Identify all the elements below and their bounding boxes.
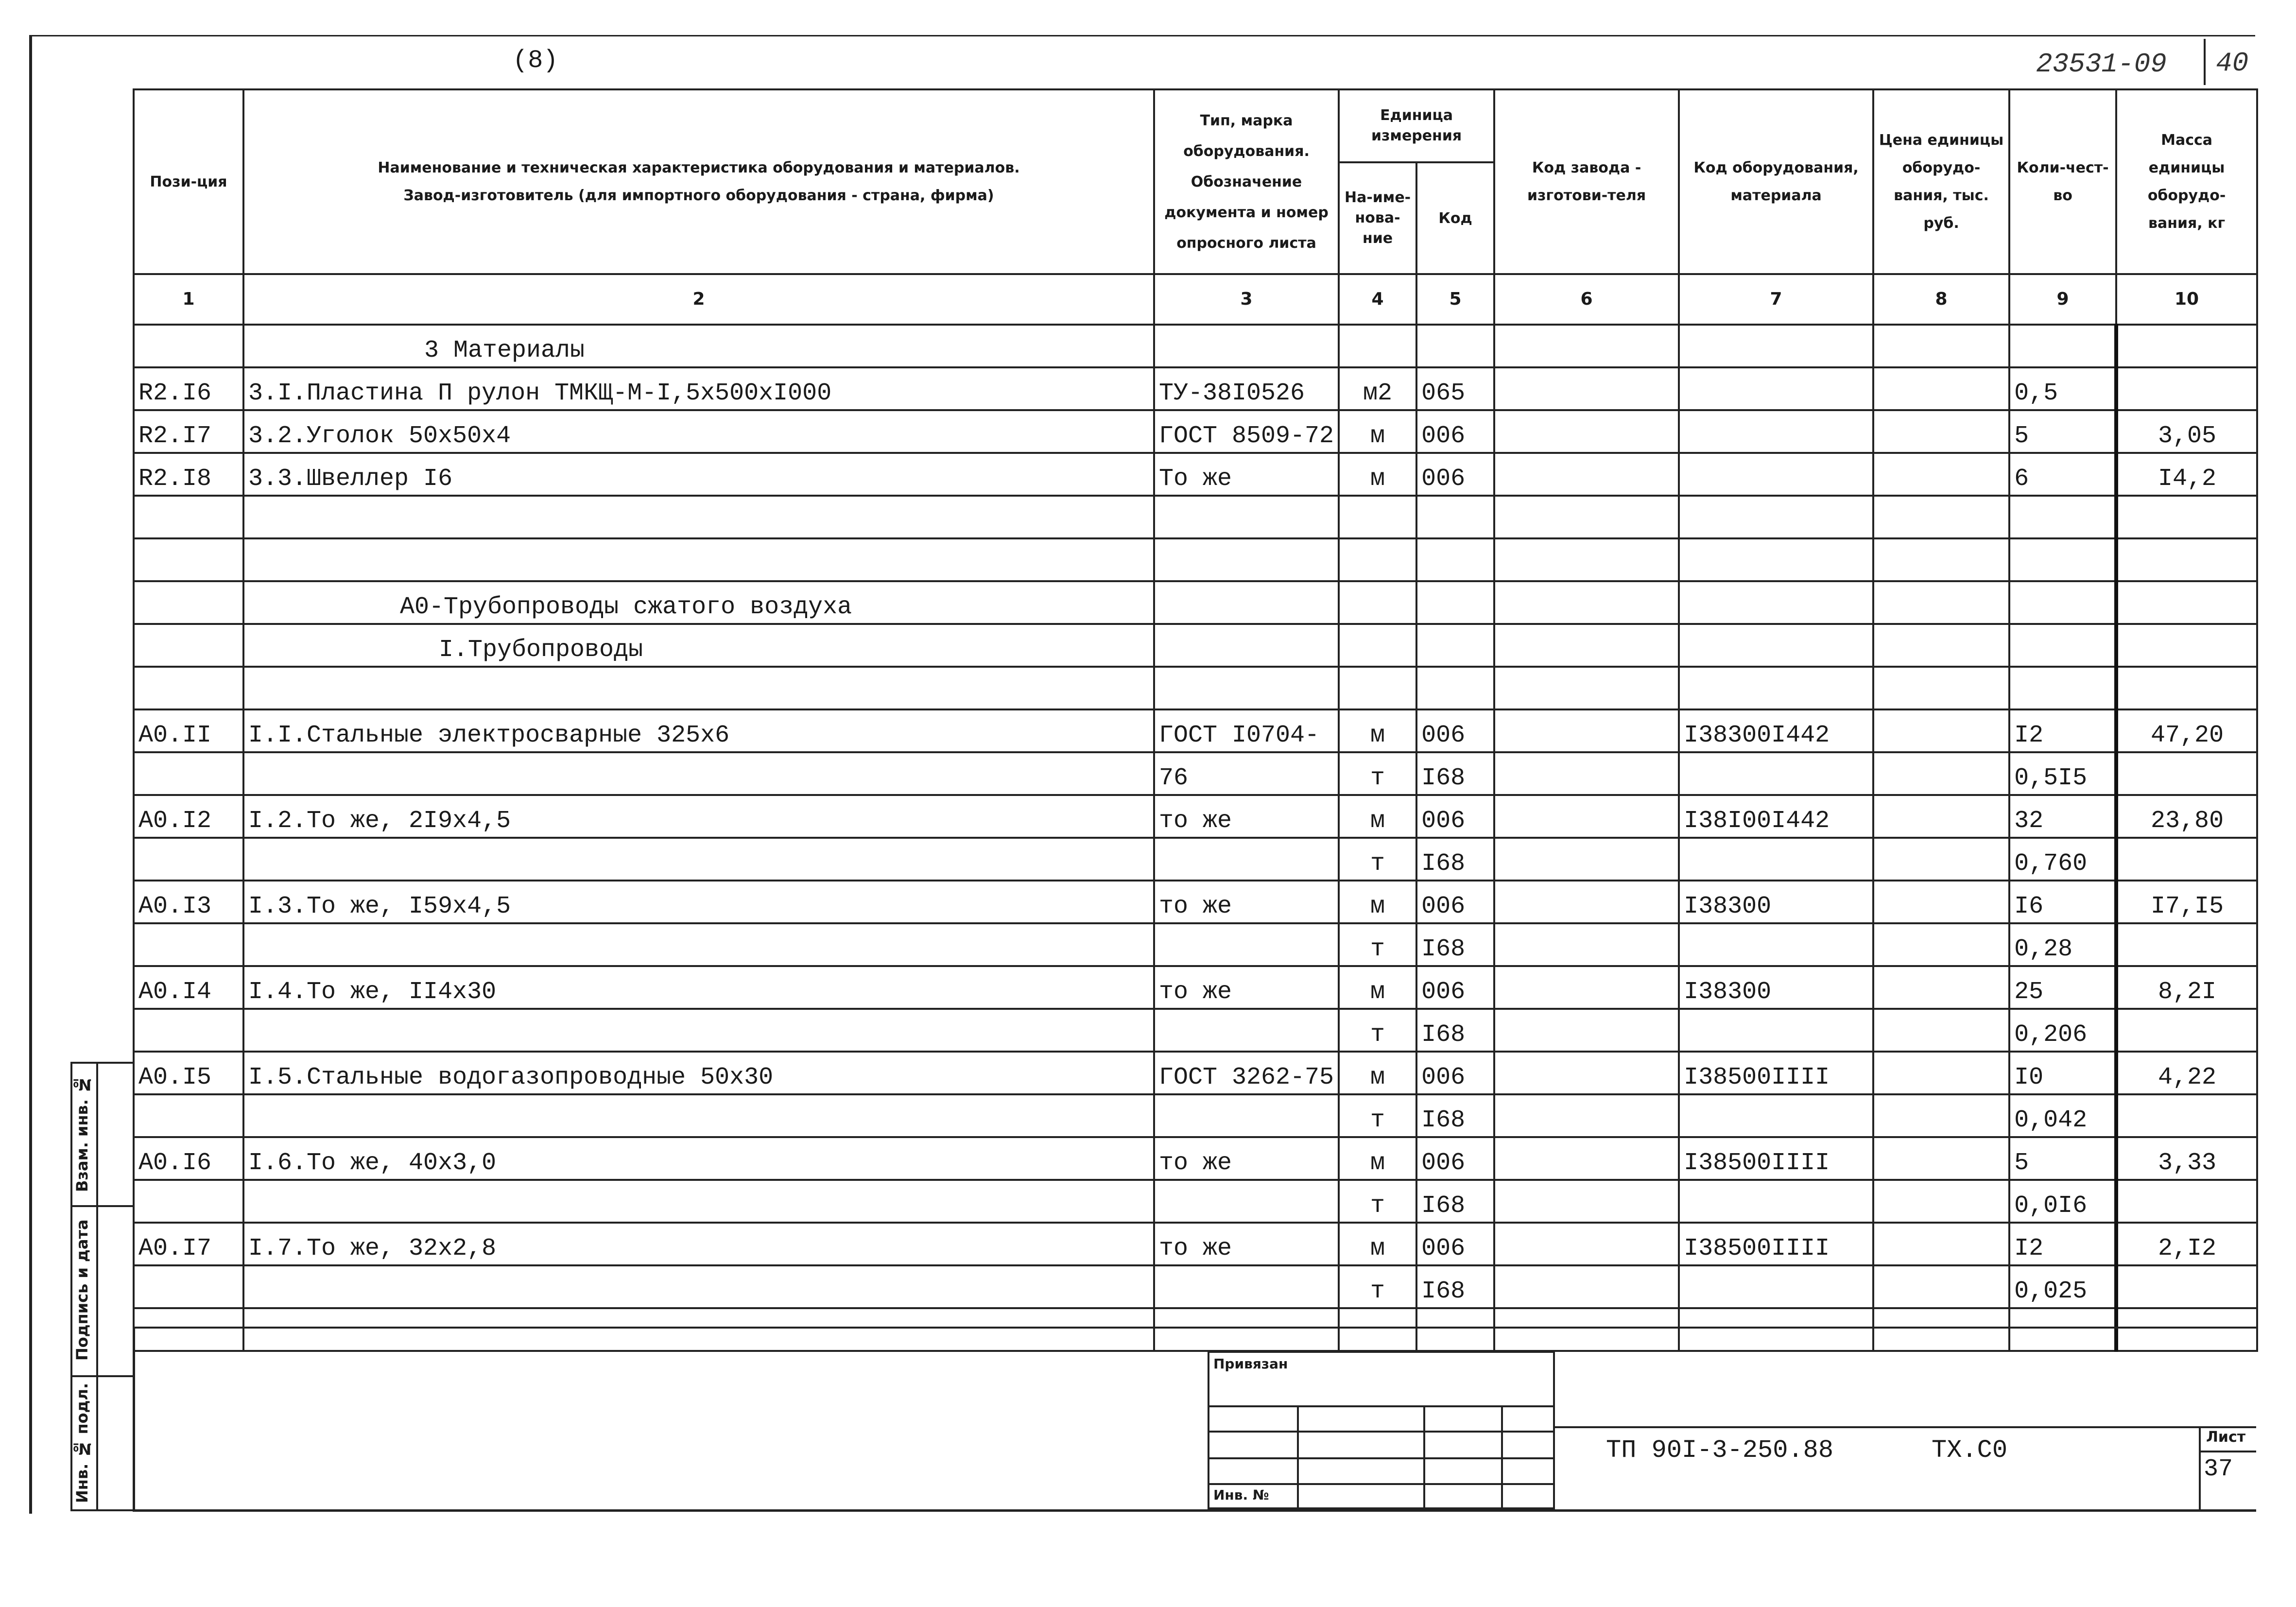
cell-mass: 3,33 bbox=[2116, 1137, 2257, 1180]
cell-code: 006 bbox=[1416, 453, 1494, 496]
cell-material-code: I38500IIII bbox=[1679, 1137, 1873, 1180]
cell-material-code: I38500IIII bbox=[1679, 1052, 1873, 1094]
cell-unit bbox=[1339, 496, 1416, 538]
cell-position bbox=[134, 1009, 243, 1052]
cell-mass bbox=[2116, 581, 2257, 624]
cell-material-code bbox=[1679, 367, 1873, 410]
cell-mass: I7,I5 bbox=[2116, 881, 2257, 923]
header-unit-group: Единица измерения bbox=[1339, 89, 1494, 162]
cell-doc: то же bbox=[1154, 795, 1339, 838]
cell-code bbox=[1416, 624, 1494, 667]
cell-quantity: I2 bbox=[2009, 709, 2116, 752]
cell-doc: то же bbox=[1154, 1223, 1339, 1265]
cell-position bbox=[134, 325, 243, 367]
cell-position bbox=[134, 581, 243, 624]
cell-doc bbox=[1154, 325, 1339, 367]
cell-code: 006 bbox=[1416, 1223, 1494, 1265]
cell-position: А0.I2 bbox=[134, 795, 243, 838]
table-row bbox=[134, 581, 2257, 624]
cell-position bbox=[134, 752, 243, 795]
table-row bbox=[134, 1223, 2257, 1265]
cell-doc: то же bbox=[1154, 1137, 1339, 1180]
cell-price bbox=[1873, 581, 2009, 624]
cell-price bbox=[1873, 1094, 2009, 1137]
header-mass: Масса единицы оборудо-вания, кг bbox=[2116, 89, 2257, 274]
cell-quantity: 0,28 bbox=[2009, 923, 2116, 966]
corner-page-number: 40 bbox=[2216, 48, 2249, 79]
cell-quantity: 0,0I6 bbox=[2009, 1180, 2116, 1223]
cell-factory-code bbox=[1494, 709, 1679, 752]
cell-factory-code bbox=[1494, 1180, 1679, 1223]
cell-code: 006 bbox=[1416, 795, 1494, 838]
cell-quantity bbox=[2009, 496, 2116, 538]
cell-unit: м bbox=[1339, 1137, 1416, 1180]
cell-position: А0.I7 bbox=[134, 1223, 243, 1265]
cell-material-code bbox=[1679, 1180, 1873, 1223]
cell-doc bbox=[1154, 1094, 1339, 1137]
header-material-code: Код оборудования, материала bbox=[1679, 89, 1873, 274]
cell-doc: ТУ-38I0526 bbox=[1154, 367, 1339, 410]
cell-quantity: I2 bbox=[2009, 1223, 2116, 1265]
cell-price bbox=[1873, 624, 2009, 667]
cell-unit: т bbox=[1339, 838, 1416, 881]
cell-code: I68 bbox=[1416, 1265, 1494, 1308]
cell-unit: м bbox=[1339, 966, 1416, 1009]
cell-quantity: 6 bbox=[2009, 453, 2116, 496]
cell-name bbox=[243, 538, 1154, 581]
cell-name bbox=[243, 923, 1154, 966]
privyazan-label: Привязан bbox=[1213, 1356, 1288, 1372]
side-label-vzam: Взам. инв. № bbox=[73, 1075, 91, 1192]
cell-code: I68 bbox=[1416, 1094, 1494, 1137]
cell-doc: ГОСТ I0704- bbox=[1154, 709, 1339, 752]
cell-material-code bbox=[1679, 410, 1873, 453]
cell-unit: м bbox=[1339, 453, 1416, 496]
cell-material-code bbox=[1679, 624, 1873, 667]
inv-number-label: Инв. № bbox=[1213, 1487, 1269, 1503]
table-row bbox=[134, 453, 2257, 496]
cell-name bbox=[243, 752, 1154, 795]
cell-name: I.4.То же, II4х30 bbox=[243, 966, 1154, 1009]
cell-material-code bbox=[1679, 1009, 1873, 1052]
cell-name bbox=[243, 667, 1154, 709]
cell-quantity: I0 bbox=[2009, 1052, 2116, 1094]
cell-mass bbox=[2116, 667, 2257, 709]
cell-position: R2.I8 bbox=[134, 453, 243, 496]
cell-code bbox=[1416, 496, 1494, 538]
cell-factory-code bbox=[1494, 1265, 1679, 1308]
table-row bbox=[134, 496, 2257, 538]
cell-doc: то же bbox=[1154, 881, 1339, 923]
cell-quantity: 32 bbox=[2009, 795, 2116, 838]
cell-mass bbox=[2116, 624, 2257, 667]
header-price: Цена единицы оборудо-вания, тыс. руб. bbox=[1873, 89, 2009, 274]
cell-name: 3.2.Уголок 50х50х4 bbox=[243, 410, 1154, 453]
cell-position bbox=[134, 624, 243, 667]
cell-code: 006 bbox=[1416, 966, 1494, 1009]
cell-doc bbox=[1154, 1180, 1339, 1223]
colnum-5: 5 bbox=[1416, 274, 1494, 325]
cell-name: 3.3.Швеллер I6 bbox=[243, 453, 1154, 496]
cell-material-code: I38300 bbox=[1679, 966, 1873, 1009]
cell-quantity: 25 bbox=[2009, 966, 2116, 1009]
cell-unit: т bbox=[1339, 752, 1416, 795]
colnum-6: 6 bbox=[1494, 274, 1679, 325]
cell-mass: 2,I2 bbox=[2116, 1223, 2257, 1265]
side-label-podpis: Подпись и дата bbox=[73, 1219, 91, 1361]
colnum-8: 8 bbox=[1873, 274, 2009, 325]
header-factory-code: Код завода - изготови-теля bbox=[1494, 89, 1679, 274]
cell-mass bbox=[2116, 1009, 2257, 1052]
cell-code bbox=[1416, 325, 1494, 367]
cell-mass bbox=[2116, 538, 2257, 581]
cell-name: I.2.То же, 2I9х4,5 bbox=[243, 795, 1154, 838]
cell-quantity bbox=[2009, 581, 2116, 624]
cell-doc: 76 bbox=[1154, 752, 1339, 795]
cell-position: А0.I4 bbox=[134, 966, 243, 1009]
cell-quantity bbox=[2009, 624, 2116, 667]
cell-code: I68 bbox=[1416, 1180, 1494, 1223]
cell-unit: т bbox=[1339, 1180, 1416, 1223]
cell-mass bbox=[2116, 1265, 2257, 1308]
cell-code bbox=[1416, 581, 1494, 624]
cell-price bbox=[1873, 453, 2009, 496]
cell-material-code: I38300I442 bbox=[1679, 709, 1873, 752]
cell-material-code bbox=[1679, 838, 1873, 881]
cell-material-code: I38500IIII bbox=[1679, 1223, 1873, 1265]
header-quantity: Коли-чест-во bbox=[2009, 89, 2116, 274]
colnum-1: 1 bbox=[134, 274, 243, 325]
table-row bbox=[134, 1094, 2257, 1137]
cell-factory-code bbox=[1494, 325, 1679, 367]
cell-unit: т bbox=[1339, 1094, 1416, 1137]
cell-price bbox=[1873, 1052, 2009, 1094]
table-row bbox=[134, 966, 2257, 1009]
table-row bbox=[134, 325, 2257, 367]
handwritten-doc-number: 23531-09 bbox=[2036, 49, 2167, 80]
cell-name: I.Трубопроводы bbox=[243, 624, 1154, 667]
cell-mass: 3,05 bbox=[2116, 410, 2257, 453]
cell-code: I68 bbox=[1416, 923, 1494, 966]
colnum-3: 3 bbox=[1154, 274, 1339, 325]
cell-mass: I4,2 bbox=[2116, 453, 2257, 496]
cell-code bbox=[1416, 538, 1494, 581]
cell-price bbox=[1873, 1009, 2009, 1052]
cell-factory-code bbox=[1494, 795, 1679, 838]
table-row bbox=[134, 1265, 2257, 1308]
cell-unit: м2 bbox=[1339, 367, 1416, 410]
cell-unit bbox=[1339, 581, 1416, 624]
cell-price bbox=[1873, 667, 2009, 709]
cell-price bbox=[1873, 752, 2009, 795]
cell-factory-code bbox=[1494, 667, 1679, 709]
cell-quantity: 5 bbox=[2009, 410, 2116, 453]
cell-position bbox=[134, 1265, 243, 1308]
cell-name bbox=[243, 838, 1154, 881]
cell-position: А0.I6 bbox=[134, 1137, 243, 1180]
colnum-9: 9 bbox=[2009, 274, 2116, 325]
cell-name bbox=[243, 1094, 1154, 1137]
cell-doc bbox=[1154, 496, 1339, 538]
cell-doc: ГОСТ 8509-72 bbox=[1154, 410, 1339, 453]
cell-unit: м bbox=[1339, 1052, 1416, 1094]
cell-unit: т bbox=[1339, 1265, 1416, 1308]
cell-price bbox=[1873, 1137, 2009, 1180]
cell-material-code bbox=[1679, 1308, 1873, 1351]
cell-factory-code bbox=[1494, 624, 1679, 667]
page-label: (8) bbox=[513, 46, 558, 75]
cell-code: 065 bbox=[1416, 367, 1494, 410]
cell-code: 006 bbox=[1416, 1052, 1494, 1094]
table-row bbox=[134, 709, 2257, 752]
cell-material-code bbox=[1679, 581, 1873, 624]
cell-position: А0.I3 bbox=[134, 881, 243, 923]
cell-price bbox=[1873, 1308, 2009, 1351]
cell-code: 006 bbox=[1416, 1137, 1494, 1180]
cell-price bbox=[1873, 838, 2009, 881]
cell-name bbox=[243, 1180, 1154, 1223]
cell-unit bbox=[1339, 538, 1416, 581]
cell-factory-code bbox=[1494, 453, 1679, 496]
cell-mass: 4,22 bbox=[2116, 1052, 2257, 1094]
cell-doc: ГОСТ 3262-75 bbox=[1154, 1052, 1339, 1094]
cell-code: 006 bbox=[1416, 881, 1494, 923]
document-designation: ТП 90I-3-250.88 bbox=[1606, 1436, 1834, 1465]
cell-code: I68 bbox=[1416, 752, 1494, 795]
cell-mass bbox=[2116, 1180, 2257, 1223]
cell-unit: м bbox=[1339, 881, 1416, 923]
cell-name bbox=[243, 1265, 1154, 1308]
cell-code: I68 bbox=[1416, 838, 1494, 881]
cell-material-code bbox=[1679, 923, 1873, 966]
cell-price bbox=[1873, 367, 2009, 410]
cell-code bbox=[1416, 1308, 1494, 1351]
cell-unit: м bbox=[1339, 795, 1416, 838]
cell-factory-code bbox=[1494, 1308, 1679, 1351]
cell-quantity: 0,5 bbox=[2009, 367, 2116, 410]
table-row bbox=[134, 410, 2257, 453]
cell-position bbox=[134, 1308, 243, 1351]
cell-doc bbox=[1154, 1265, 1339, 1308]
cell-price bbox=[1873, 1265, 2009, 1308]
cell-quantity: 5 bbox=[2009, 1137, 2116, 1180]
cell-doc bbox=[1154, 838, 1339, 881]
cell-doc: То же bbox=[1154, 453, 1339, 496]
cell-position: R2.I6 bbox=[134, 367, 243, 410]
cell-material-code bbox=[1679, 538, 1873, 581]
colnum-2: 2 bbox=[243, 274, 1154, 325]
cell-unit bbox=[1339, 325, 1416, 367]
cell-factory-code bbox=[1494, 752, 1679, 795]
cell-doc: то же bbox=[1154, 966, 1339, 1009]
cell-doc bbox=[1154, 923, 1339, 966]
table-row bbox=[134, 667, 2257, 709]
table-row bbox=[134, 1308, 2257, 1351]
cell-unit bbox=[1339, 624, 1416, 667]
cell-name: I.6.То же, 40х3,0 bbox=[243, 1137, 1154, 1180]
cell-price bbox=[1873, 410, 2009, 453]
cell-factory-code bbox=[1494, 1094, 1679, 1137]
cell-position bbox=[134, 496, 243, 538]
cell-name: А0-Трубопроводы сжатого воздуха bbox=[243, 581, 1154, 624]
cell-quantity bbox=[2009, 538, 2116, 581]
cell-material-code bbox=[1679, 1094, 1873, 1137]
table-row bbox=[134, 1009, 2257, 1052]
table-row bbox=[134, 1052, 2257, 1094]
cell-factory-code bbox=[1494, 923, 1679, 966]
table-row bbox=[134, 923, 2257, 966]
specification-table bbox=[133, 88, 2258, 1352]
table-row bbox=[134, 838, 2257, 881]
cell-price bbox=[1873, 325, 2009, 367]
cell-position: А0.I5 bbox=[134, 1052, 243, 1094]
cell-material-code bbox=[1679, 1265, 1873, 1308]
cell-material-code bbox=[1679, 752, 1873, 795]
cell-unit bbox=[1339, 1308, 1416, 1351]
cell-name: I.3.То же, I59х4,5 bbox=[243, 881, 1154, 923]
cell-quantity bbox=[2009, 1308, 2116, 1351]
cell-quantity: 0,5I5 bbox=[2009, 752, 2116, 795]
header-name: Наименование и техническая характеристика оборудования и материалов. Завод-изготовитель (для импортного оборудования - страна, фирма) bbox=[243, 89, 1154, 274]
cell-factory-code bbox=[1494, 838, 1679, 881]
cell-factory-code bbox=[1494, 367, 1679, 410]
table-row bbox=[134, 1180, 2257, 1223]
cell-position bbox=[134, 1180, 243, 1223]
cell-price bbox=[1873, 923, 2009, 966]
cell-price bbox=[1873, 795, 2009, 838]
colnum-7: 7 bbox=[1679, 274, 1873, 325]
cell-unit: т bbox=[1339, 1009, 1416, 1052]
cell-factory-code bbox=[1494, 966, 1679, 1009]
cell-factory-code bbox=[1494, 1052, 1679, 1094]
cell-unit: м bbox=[1339, 410, 1416, 453]
cell-position bbox=[134, 667, 243, 709]
cell-mass bbox=[2116, 367, 2257, 410]
cell-factory-code bbox=[1494, 496, 1679, 538]
sheet-number: 37 bbox=[2204, 1455, 2233, 1483]
cell-factory-code bbox=[1494, 410, 1679, 453]
cell-unit: м bbox=[1339, 709, 1416, 752]
cell-name: 3.I.Пластина П рулон ТМКЩ-М-I,5х500хI000 bbox=[243, 367, 1154, 410]
cell-mass: 23,80 bbox=[2116, 795, 2257, 838]
cell-mass bbox=[2116, 496, 2257, 538]
cell-mass bbox=[2116, 752, 2257, 795]
cell-mass bbox=[2116, 923, 2257, 966]
cell-unit: м bbox=[1339, 1223, 1416, 1265]
header-unit-name: На-име-нова-ние bbox=[1339, 162, 1416, 274]
cell-name bbox=[243, 496, 1154, 538]
table-row bbox=[134, 881, 2257, 923]
cell-position bbox=[134, 838, 243, 881]
table-row bbox=[134, 795, 2257, 838]
cell-price bbox=[1873, 881, 2009, 923]
cell-price bbox=[1873, 966, 2009, 1009]
table-row bbox=[134, 1137, 2257, 1180]
cell-position: А0.II bbox=[134, 709, 243, 752]
cell-material-code: I38I00I442 bbox=[1679, 795, 1873, 838]
attachment-stamp bbox=[1208, 1351, 1555, 1509]
cell-doc bbox=[1154, 1009, 1339, 1052]
cell-doc bbox=[1154, 624, 1339, 667]
cell-name: I.5.Стальные водогазопроводные 50х30 bbox=[243, 1052, 1154, 1094]
cell-position bbox=[134, 538, 243, 581]
cell-mass bbox=[2116, 838, 2257, 881]
cell-code: 006 bbox=[1416, 410, 1494, 453]
document-mark: ТХ.С0 bbox=[1932, 1436, 2008, 1465]
cell-mass bbox=[2116, 1308, 2257, 1351]
cell-name: 3 Материалы bbox=[243, 325, 1154, 367]
cell-code: I68 bbox=[1416, 1009, 1494, 1052]
cell-code bbox=[1416, 667, 1494, 709]
sheet-label: Лист bbox=[2206, 1429, 2246, 1446]
cell-name: I.7.То же, 32х2,8 bbox=[243, 1223, 1154, 1265]
cell-doc bbox=[1154, 667, 1339, 709]
cell-quantity bbox=[2009, 667, 2116, 709]
cell-quantity: I6 bbox=[2009, 881, 2116, 923]
cell-unit: т bbox=[1339, 923, 1416, 966]
cell-name bbox=[243, 1009, 1154, 1052]
cell-price bbox=[1873, 1180, 2009, 1223]
cell-price bbox=[1873, 1223, 2009, 1265]
colnum-10: 10 bbox=[2116, 274, 2257, 325]
header-type: Тип, марка оборудования. Обозначение документа и номер опросного листа bbox=[1154, 89, 1339, 274]
cell-doc bbox=[1154, 581, 1339, 624]
cell-position bbox=[134, 1094, 243, 1137]
cell-name bbox=[243, 1308, 1154, 1351]
cell-mass: 8,2I bbox=[2116, 966, 2257, 1009]
cell-factory-code bbox=[1494, 1137, 1679, 1180]
cell-mass bbox=[2116, 325, 2257, 367]
cell-quantity: 0,025 bbox=[2009, 1265, 2116, 1308]
cell-quantity: 0,206 bbox=[2009, 1009, 2116, 1052]
cell-name: I.I.Стальные электросварные 325х6 bbox=[243, 709, 1154, 752]
cell-doc bbox=[1154, 538, 1339, 581]
header-unit-code: Код bbox=[1416, 162, 1494, 274]
cell-doc bbox=[1154, 1308, 1339, 1351]
cell-factory-code bbox=[1494, 1009, 1679, 1052]
cell-material-code bbox=[1679, 453, 1873, 496]
cell-material-code bbox=[1679, 496, 1873, 538]
cell-quantity bbox=[2009, 325, 2116, 367]
cell-price bbox=[1873, 496, 2009, 538]
cell-factory-code bbox=[1494, 538, 1679, 581]
side-label-inv-podl: Инв. № подл. bbox=[73, 1382, 91, 1503]
cell-material-code bbox=[1679, 325, 1873, 367]
cell-code: 006 bbox=[1416, 709, 1494, 752]
cell-material-code: I38300 bbox=[1679, 881, 1873, 923]
cell-quantity: 0,760 bbox=[2009, 838, 2116, 881]
cell-factory-code bbox=[1494, 1223, 1679, 1265]
table-row bbox=[134, 752, 2257, 795]
cell-factory-code bbox=[1494, 881, 1679, 923]
cell-factory-code bbox=[1494, 581, 1679, 624]
cell-mass: 47,20 bbox=[2116, 709, 2257, 752]
cell-position bbox=[134, 923, 243, 966]
header-position: Пози-ция bbox=[134, 89, 243, 274]
colnum-4: 4 bbox=[1339, 274, 1416, 325]
cell-unit bbox=[1339, 667, 1416, 709]
table-row bbox=[134, 624, 2257, 667]
cell-position: R2.I7 bbox=[134, 410, 243, 453]
table-row bbox=[134, 367, 2257, 410]
cell-material-code bbox=[1679, 667, 1873, 709]
cell-price bbox=[1873, 538, 2009, 581]
cell-mass bbox=[2116, 1094, 2257, 1137]
table-row bbox=[134, 538, 2257, 581]
cell-quantity: 0,042 bbox=[2009, 1094, 2116, 1137]
cell-price bbox=[1873, 709, 2009, 752]
